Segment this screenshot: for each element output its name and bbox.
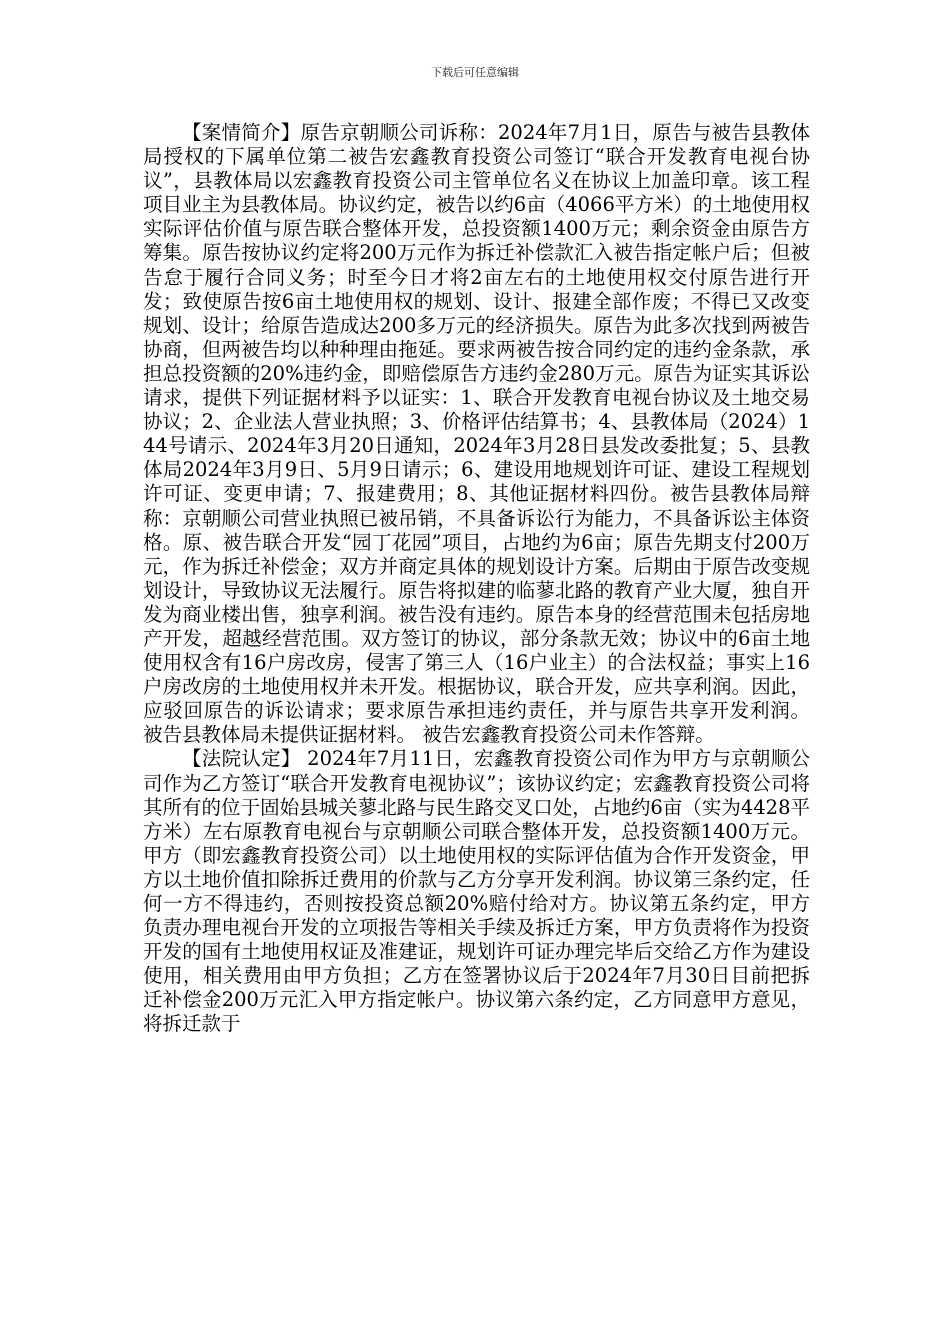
paragraph-case-summary: [143, 121, 810, 747]
paragraph-court-finding: [143, 747, 810, 1036]
page-header: 下载后可任意编辑: [431, 66, 519, 79]
paragraph-text: 原告京朝顺公司诉称：2024年7月1日，原告与被告县教体局授权的下属单位第二被告宏鑫教育投资公司签订“联合开发教育电视台协议”，县教体局以宏鑫教育投资公司主管单位名义在协议上加盖印章。该工程项目业主为县教体局。协议约定，被告以约6亩（4066平方米）的土地使用权实际评估价值与原告联合整体开发，总投资额1400万元；剩余资金由原告方筹集。原告按协议约定将200万元作为拆迁补偿款汇入被告指定帐户后；但被告怠于履行合同义务；时至今日才将2亩左右的土地使用权交付原告进行开发；致使原告按6亩土地使用权的规划、设计、报建全部作废；不得已又改变规划、设计；给原告造成达200多万元的经济损失。原告为此多次找到两被告协商，但两被告均以种种理由拖延。要求两被告按合同约定的违约金条款，承担总投资额的20%违约金，即赔偿原告方违约金280万元。原告为证实其诉讼请求，提供下列证据材料予以证实：1、联合开发教育电视台协议及土地交易协议；2、企业法人营业执照；3、价格评估结算书；4、县教体局（2024）144号请示、2024年3月20日通知，2024年3月28日县发改委批复；5、县教体局2024年3月9日、5月9日请示；6、建设用地规划许可证、建设工程规划许可证、变更申请；7、报建费用；8、其他证据材料四份。被告县教体局辩称：京朝顺公司营业执照已被吊销，不具备诉讼行为能力，不具备诉讼主体资格。原、被告联合开发“园丁花园”项目，占地约为6亩；原告先期支付200万元，作为拆迁补偿金；双方并商定具体的规划设计方案。后期由于原告改变规划设计，导致协议无法履行。原告将拟建的临蓼北路的教育产业大厦，独自开发为商业楼出售，独享利润。被告没有违约。原告本身的经营范围未包括房地产开发，超越经营范围。双方签订的协议，部分条款无效；协议中的6亩土地使用权含有16户房改房，侵害了第三人（16户业主）的合法权益；事实上16户房改房的土地使用权并未开发。根据协议，联合开发，应共享利润。因此，应驳回原告的诉讼请求；要求原告承担违约责任，并与原告共享开发利润。 被告县教体局未提供证据材料。 被告宏鑫教育投资公司未作答辩。: [143, 121, 810, 747]
document-body: [143, 121, 810, 1037]
section-label-court-finding: 【法院认定】: [182, 747, 301, 771]
paragraph-text: 2024年7月11日，宏鑫教育投资公司作为甲方与京朝顺公司作为乙方签订“联合开发教育电视协议”；该协议约定；宏鑫教育投资公司将其所有的位于固始县城关蓼北路与民生路交叉口处，占地约6亩（实为4428平方米）左右原教育电视台与京朝顺公司联合整体开发，总投资额1400万元。甲方（即宏鑫教育投资公司）以土地使用权的实际评估值为合作开发资金，甲方以土地价值扣除拆迁费用的价款与乙方分享开发利润。协议第三条约定，任何一方不得违约，否则按投资总额20%赔付给对方。协议第五条约定，甲方负责办理电视台开发的立项报告等相关手续及拆迁方案，甲方负责将作为投资开发的国有土地使用权证及准建证，规划许可证办理完毕后交给乙方作为建设使用，相关费用由甲方负担；乙方在签署协议后于2024年7月30日目前把拆迁补偿金200万元汇入甲方指定帐户。协议第六条约定，乙方同意甲方意见，将拆迁款于: [143, 747, 810, 1036]
section-label-case-summary: 【案情简介】: [182, 121, 301, 144]
